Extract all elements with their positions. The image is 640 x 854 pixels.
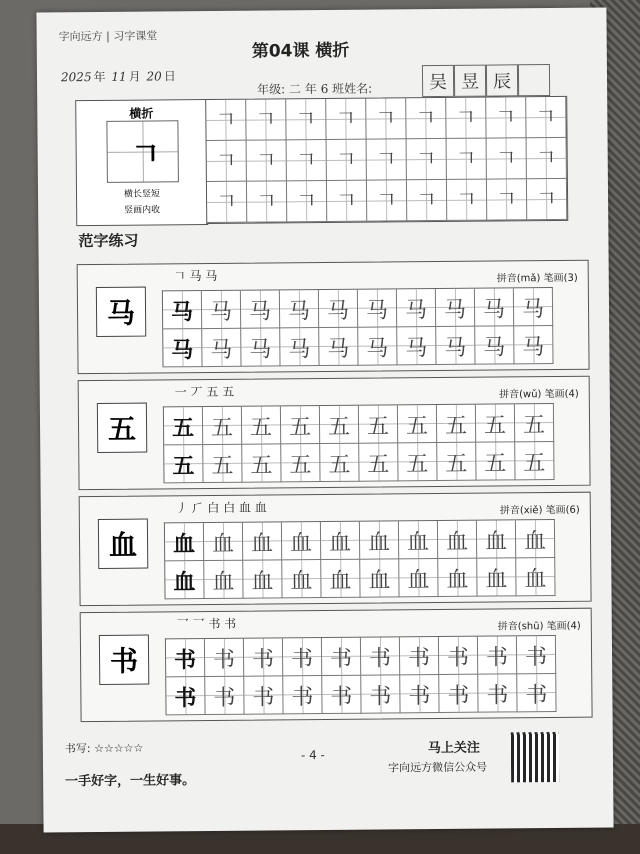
writing-cell [476,442,515,480]
handwritten-character: 血 [212,569,235,595]
writing-cell [438,521,477,559]
class-value: 6 [320,81,329,97]
practice-cell [207,141,247,182]
model-character: 书 [99,635,149,685]
handwritten-character: 马 [404,298,428,324]
writing-cell [436,327,475,365]
handwritten-character: 五 [211,453,234,479]
handwritten-character: 五 [367,452,390,478]
grade-row [257,80,372,98]
writing-cell [359,443,398,481]
writing-cell [517,636,556,674]
stroke-demo-box [106,120,179,183]
writing-cell [165,523,204,561]
handwritten-character: 血 [523,529,547,555]
writing-cell [281,444,320,482]
practice-cell [447,139,487,180]
writing-cell [439,637,478,675]
practice-glyph: 𠃍 [256,189,277,214]
handwritten-character: 马 [209,299,233,325]
handwritten-character: 书 [252,685,275,711]
handwritten-character: 马 [521,297,545,323]
printed-character: 五 [172,454,195,480]
writing-cell [204,523,243,561]
month-label: 月 [128,69,141,84]
handwritten-character: 书 [330,684,353,710]
writing-cell [360,521,399,559]
writing-cell [516,520,555,558]
char-practice-block [78,376,591,490]
handwritten-character: 血 [367,530,391,556]
writing-cell [202,291,241,329]
handwritten-character: 马 [366,336,389,362]
practice-cell [487,179,527,220]
handwritten-character: 血 [251,569,274,595]
writing-cell [478,636,517,674]
handwritten-character: 书 [524,645,548,671]
writing-cell [164,445,203,483]
handwritten-character: 五 [523,451,546,477]
printed-character: 血 [173,570,196,596]
handwritten-character: 五 [405,414,429,440]
writing-cell [475,288,514,326]
practice-cell [207,182,247,223]
handwritten-character: 五 [249,415,273,441]
name-char [518,64,550,96]
practice-glyph: 𠃍 [255,107,276,132]
handwritten-character: 书 [485,645,509,671]
handwritten-character: 血 [484,529,508,555]
char-practice-block [79,492,592,606]
handwritten-character: 马 [444,335,467,361]
handwritten-character: 书 [213,685,236,711]
handwritten-character: 血 [329,568,352,594]
practice-glyph: 𠃍 [256,148,277,173]
handwritten-character: 五 [289,453,312,479]
handwritten-character: 五 [250,453,273,479]
name-boxes [422,64,550,97]
writing-cell [320,444,359,482]
writing-cell [437,443,476,481]
practice-cell [246,99,286,140]
writing-cell [243,560,282,598]
stroke-practice-grid [205,96,568,224]
writing-cell [283,638,322,676]
printed-character: 书 [174,686,197,712]
writing-cell [477,520,516,558]
day-label: 日 [163,69,176,84]
practice-glyph: 𠃍 [376,188,397,213]
handwritten-character: 马 [522,335,545,361]
printed-character: 书 [173,648,197,674]
handwritten-character: 血 [368,568,391,594]
handwritten-character: 马 [327,336,350,362]
handwritten-character: 书 [369,684,392,710]
handwritten-character: 书 [486,683,509,709]
practice-glyph: 𠃍 [295,107,316,132]
handwritten-character: 血 [328,530,352,556]
practice-glyph: 𠃍 [216,148,237,173]
practice-cell [287,181,327,222]
writing-grid [165,635,557,715]
writing-cell [319,328,358,366]
handwritten-character: 马 [248,299,272,325]
practice-cell [367,180,407,221]
day-value: 20 [146,69,162,84]
pinyin-strokes: 拼音(shū) 笔画(4) [497,620,581,633]
practice-cell [327,140,367,181]
writing-cell [205,677,244,715]
handwritten-character: 五 [444,413,468,439]
practice-cell [526,97,566,138]
writing-cell [399,559,438,597]
practice-cell [486,97,526,138]
practice-glyph: 𠃍 [296,189,317,214]
writing-cell [437,405,476,443]
writing-cell [358,327,397,365]
practice-cell [527,179,567,220]
writing-cell [282,522,321,560]
practice-cell [447,180,487,221]
handwritten-character: 五 [484,451,507,477]
practice-cell [407,139,447,180]
practice-glyph: 𠃍 [496,187,517,212]
section-title: 范字练习 [78,231,139,251]
handwritten-character: 马 [210,337,233,363]
model-character: 五 [97,403,147,453]
stroke-order: 一 丆 五 五 [174,384,235,400]
handwritten-character: 书 [368,646,392,672]
writing-cell [515,442,554,480]
handwritten-character: 血 [485,567,508,593]
handwritten-character: 书 [525,683,548,709]
practice-glyph: 𠃍 [496,146,517,171]
writing-cell [397,289,436,327]
stroke-order: 乛 乛 书 书 [176,616,237,632]
practice-cell [286,99,326,140]
class-label: 年 [304,82,317,97]
writing-cell [517,674,556,712]
writing-cell [514,288,553,326]
practice-glyph: 𠃍 [335,106,356,131]
practice-glyph: 𠃍 [536,186,557,212]
writing-cell [244,638,283,676]
handwritten-character: 马 [287,299,311,325]
practice-glyph: 𠃍 [416,188,437,213]
practice-glyph: 𠃍 [415,106,436,131]
writing-cell [203,407,242,445]
handwritten-character: 书 [212,647,236,673]
handwritten-character: 五 [483,413,507,439]
writing-cell [515,404,554,442]
handwritten-character: 马 [483,335,506,361]
handwritten-character: 书 [447,683,470,709]
year-label: 年 [93,69,106,85]
practice-cell [247,181,287,222]
lesson-title: 第04课 横折 [251,40,350,62]
practice-glyph: 𠃍 [455,105,476,130]
practice-cell [406,98,446,139]
writing-cell [361,637,400,675]
writing-cell [514,326,553,364]
writing-cell [322,676,361,714]
handwritten-character: 马 [249,337,272,363]
stroke-demo-glyph: 𠃍 [131,138,160,172]
writing-cell [244,676,283,714]
writing-cell [397,327,436,365]
name-char: 昱 [454,65,486,97]
writing-cell [243,522,282,560]
handwritten-character: 书 [291,685,314,711]
writing-cell [360,559,399,597]
writing-cell [280,290,319,328]
writing-cell [202,329,241,367]
pinyin-strokes: 拼音(wǔ) 笔画(4) [499,388,579,401]
pinyin-strokes: 拼音(xiě) 笔画(6) [499,504,580,517]
practice-cell [327,181,367,222]
pinyin-strokes: 拼音(mǎ) 笔画(3) [496,272,578,285]
model-character: 马 [96,287,146,337]
practice-glyph: 𠃍 [216,189,237,214]
writing-cell [164,407,203,445]
writing-cell [242,406,281,444]
handwritten-character: 五 [327,414,351,440]
qr-code [511,732,559,782]
writing-cell [476,404,515,442]
writing-cell [439,675,478,713]
name-char: 辰 [486,64,518,96]
writing-cell [478,674,517,712]
practice-glyph: 𠃍 [535,104,556,130]
writing-cell [475,326,514,364]
grade-value: 二 [288,82,302,97]
practice-glyph: 𠃍 [456,146,477,171]
handwritten-character: 血 [250,531,274,557]
wechat-caption: 字向远方微信公众号 [387,760,488,775]
writing-cell [165,561,204,599]
practice-cell [367,139,407,180]
practice-cell [287,140,327,181]
practice-cell [527,138,567,179]
practice-cell [487,138,527,179]
handwritten-character: 马 [288,337,311,363]
practice-glyph: 𠃍 [375,106,396,131]
handwritten-character: 书 [251,647,275,673]
handwritten-character: 血 [446,567,469,593]
writing-cell [398,443,437,481]
writing-cell [438,559,477,597]
handwritten-character: 血 [211,531,235,557]
worksheet-page [36,8,613,833]
practice-glyph: 𠃍 [495,105,516,130]
name-char: 吴 [422,65,454,97]
practice-glyph: 𠃍 [336,188,357,213]
handwritten-character: 五 [522,413,546,439]
printed-character: 马 [171,338,194,364]
writing-cell [399,521,438,559]
stroke-name: 横折 [129,106,154,121]
date-row [59,67,176,85]
handwritten-character: 书 [446,645,470,671]
brand-logo: 字向远方 | 习字课堂 [58,29,158,44]
handwritten-character: 马 [405,336,428,362]
writing-cell [241,328,280,366]
stroke-intro-panel [75,99,208,226]
printed-character: 五 [171,416,195,442]
writing-cell [166,639,205,677]
handwritten-character: 五 [445,451,468,477]
writing-cell [241,290,280,328]
handwritten-character: 血 [406,530,430,556]
practice-glyph: 𠃍 [376,147,397,172]
stroke-tip-1: 横长竖短 [123,189,161,200]
handwritten-character: 血 [290,569,313,595]
writing-cell [280,328,319,366]
practice-glyph: 𠃍 [456,187,477,212]
writing-cell [436,289,475,327]
practice-cell [326,99,366,140]
handwritten-character: 书 [290,647,314,673]
writing-cell [322,638,361,676]
writing-rating: 书写: ☆☆☆☆☆ [64,741,144,756]
printed-character: 血 [172,532,196,558]
handwritten-character: 书 [407,646,431,672]
stroke-tip-2: 竖画内收 [124,205,161,216]
writing-grid [162,287,554,367]
writing-cell [358,289,397,327]
year-value: 2025 [60,70,92,85]
practice-glyph: 𠃍 [416,147,437,172]
month-value: 11 [111,69,127,84]
practice-glyph: 𠃍 [536,145,557,171]
char-practice-block [80,608,593,722]
writing-cell [166,677,205,715]
writing-cell [321,522,360,560]
handwritten-character: 五 [406,452,429,478]
writing-cell [204,561,243,599]
model-character: 血 [98,519,148,569]
practice-cell [247,140,287,181]
writing-cell [398,405,437,443]
writing-cell [516,558,555,596]
writing-cell [203,445,242,483]
writing-cell [319,290,358,328]
name-label: 班姓名: [332,81,373,96]
practice-cell [366,98,406,139]
writing-cell [242,444,281,482]
handwritten-character: 五 [210,415,234,441]
writing-cell [163,291,202,329]
practice-glyph: 𠃍 [215,107,236,132]
handwritten-character: 马 [326,298,350,324]
practice-glyph: 𠃍 [296,148,317,173]
handwritten-character: 血 [445,529,469,555]
page-number: - 4 - [300,748,325,763]
writing-cell [361,675,400,713]
writing-cell [281,406,320,444]
writing-cell [205,639,244,677]
practice-cell [206,100,246,141]
handwritten-character: 马 [482,297,506,323]
writing-grid [163,403,555,483]
practice-cell [407,180,447,221]
handwritten-character: 血 [289,531,313,557]
handwritten-character: 五 [328,452,351,478]
writing-cell [282,560,321,598]
writing-cell [320,406,359,444]
printed-character: 马 [170,300,194,326]
writing-cell [400,637,439,675]
practice-glyph: 𠃍 [336,147,357,172]
handwritten-character: 书 [329,646,353,672]
handwritten-character: 马 [365,298,389,324]
writing-cell [283,676,322,714]
stroke-order: 𠃍 马 马 [173,268,218,284]
char-practice-block [77,260,590,374]
practice-cell [446,98,486,139]
writing-cell [321,560,360,598]
writing-grid [164,519,556,599]
writing-cell [477,558,516,596]
writing-cell [359,405,398,443]
handwritten-character: 马 [443,297,467,323]
writing-cell [163,329,202,367]
handwritten-character: 血 [524,567,547,593]
grade-label: 年级: [257,82,286,97]
follow-prompt: 马上关注 [427,740,480,757]
motto: 一手好字，一生好事。 [65,773,196,790]
stroke-order: 丿 ⺁ 白 白 血 血 [175,500,267,516]
handwritten-character: 血 [407,568,430,594]
handwritten-character: 五 [288,415,312,441]
handwritten-character: 五 [366,414,390,440]
writing-cell [400,675,439,713]
handwritten-character: 书 [408,684,431,710]
